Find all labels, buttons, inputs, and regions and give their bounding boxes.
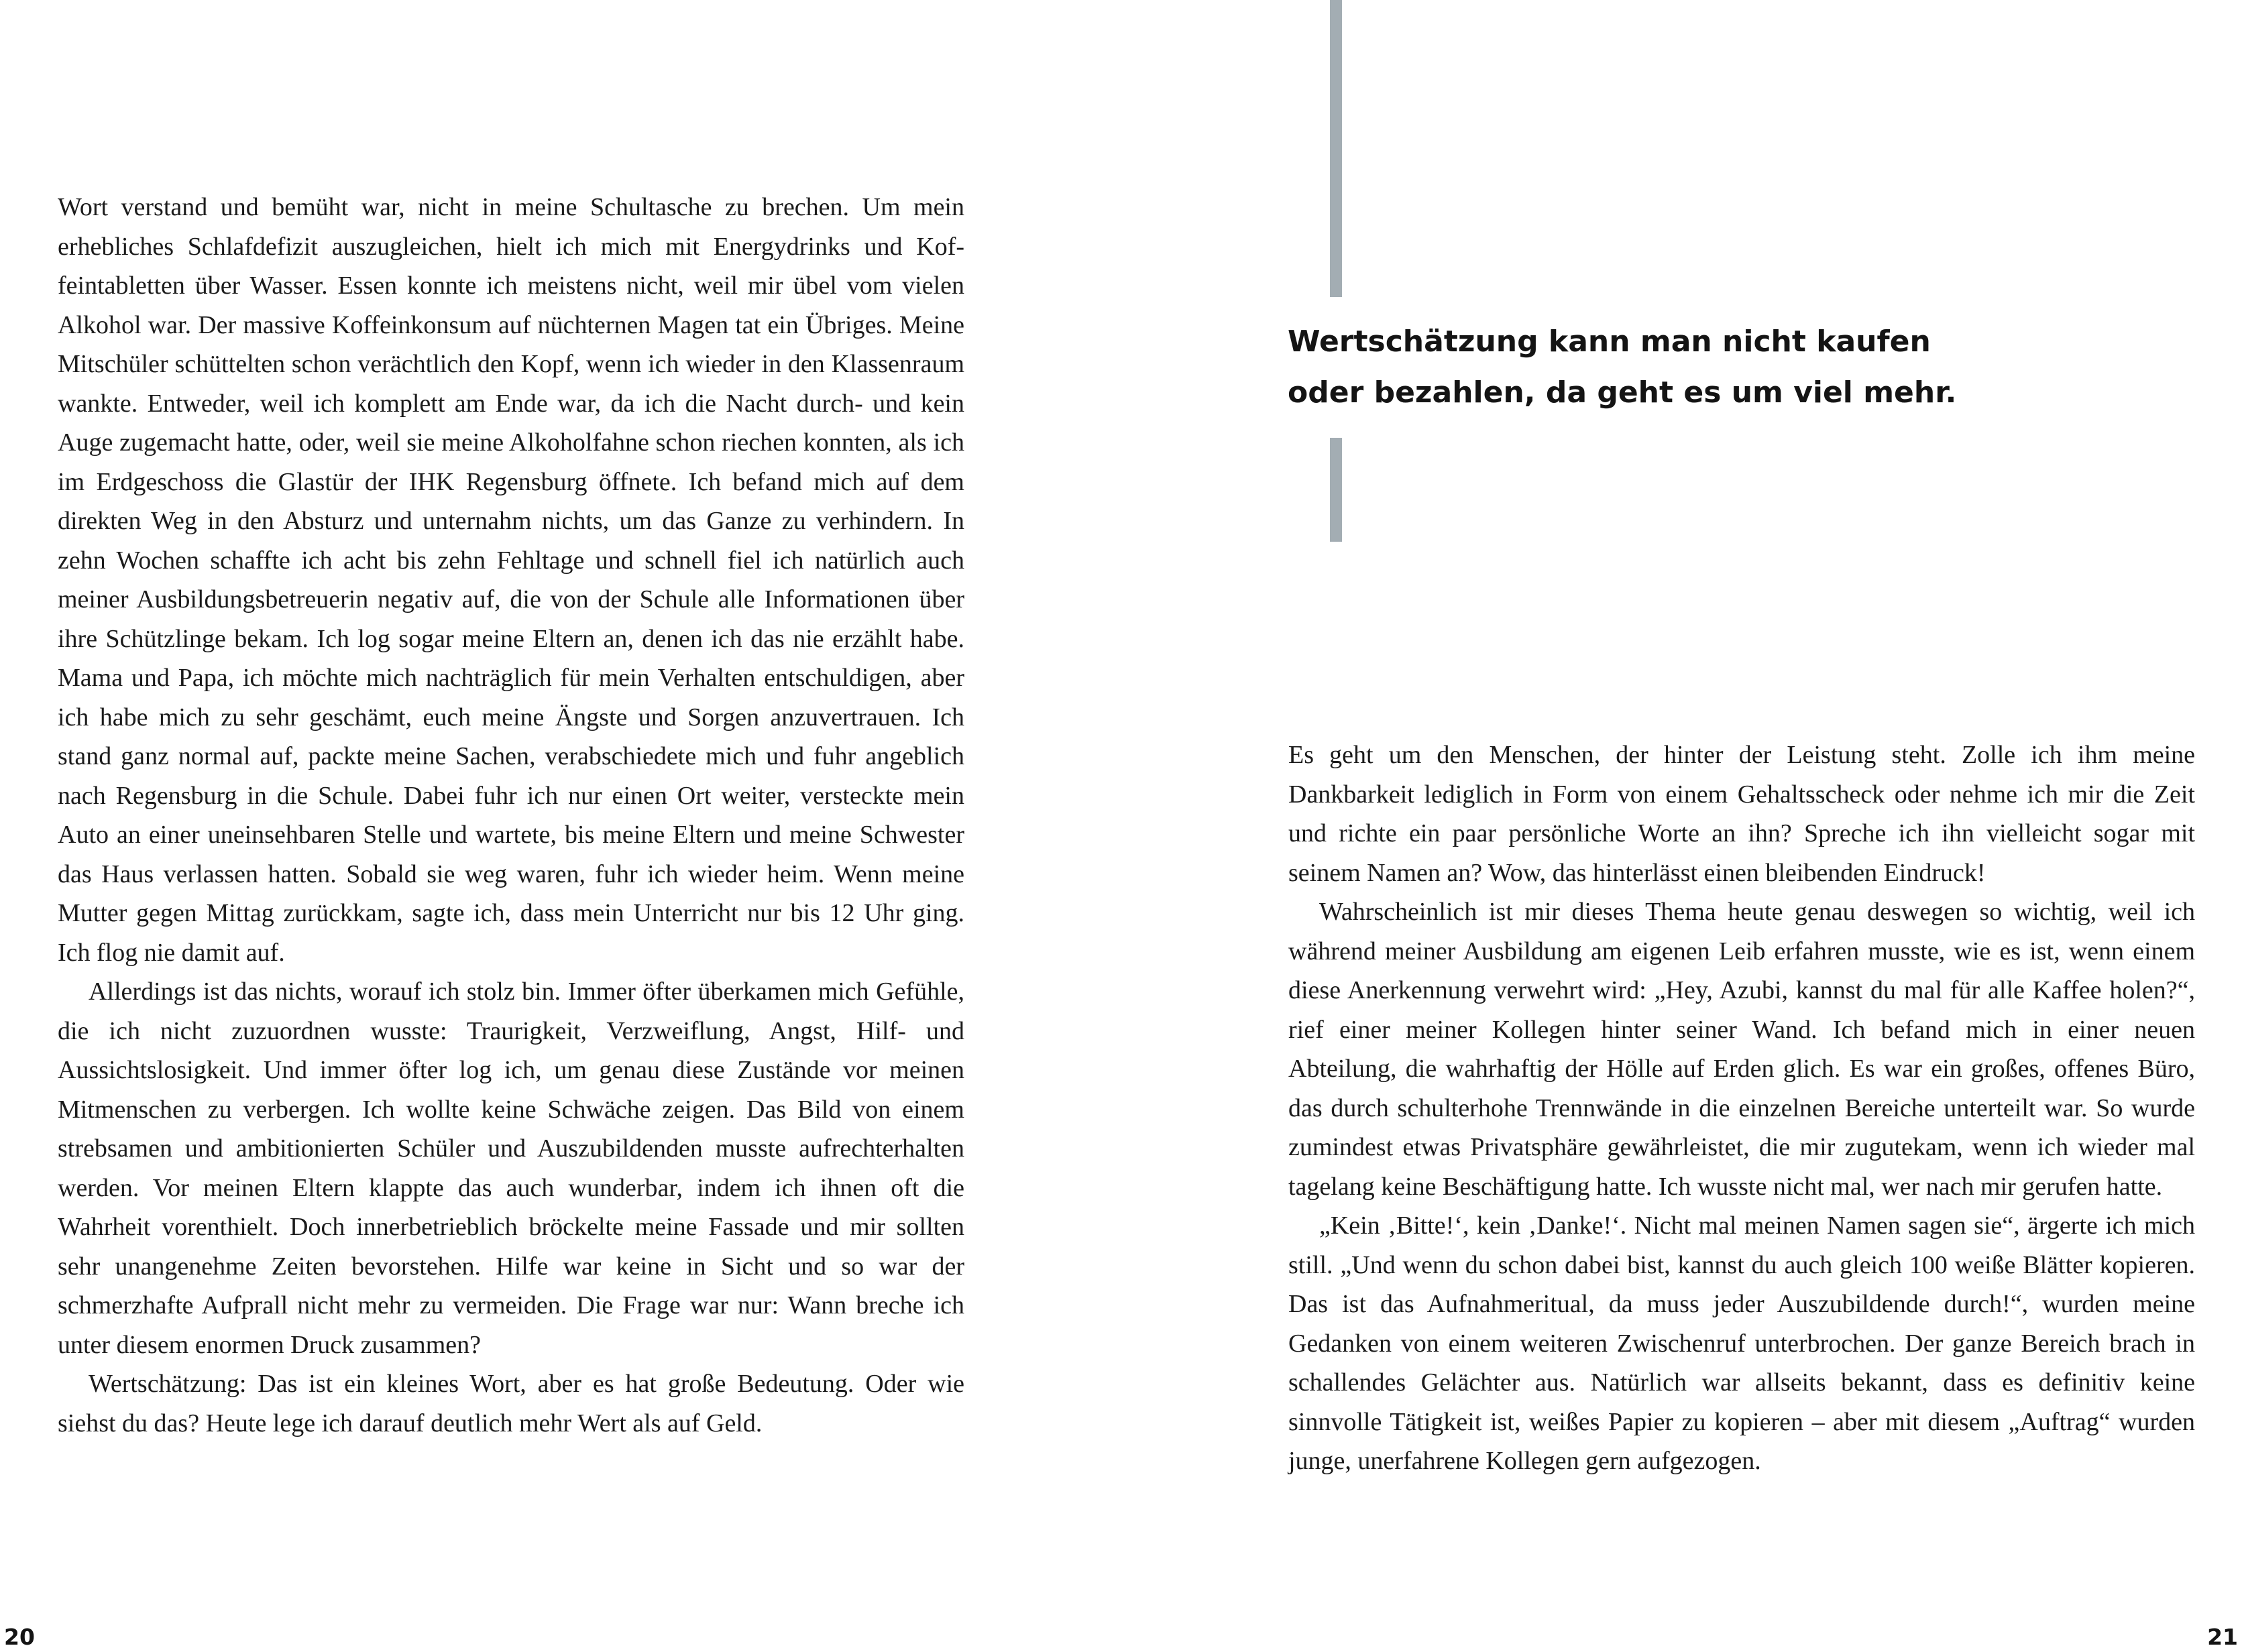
accent-bar-top <box>1330 0 1342 297</box>
right-paragraph-1: Es geht um den Menschen, der hinter der Leistung steht. Zolle ich ihm meine Dankbarkeit lediglich in Form von einem Gehaltsscheck oder nehme ich mir die Zeit und richte ein paar persönliche Worte an ihn? Spreche ich ihn vielleicht sogar mit seinem Namen an? Wow, das hinterlässt einen bleibenden Eindruck! <box>1288 741 2195 887</box>
pull-quote-line-1: Wertschätzung kann man nicht kaufen <box>1288 324 1931 359</box>
left-paragraph-1: Wort verstand und bemüht war, nicht in meine Schultasche zu brechen. Um mein erhebliches Schlafdefizit auszugleichen, hielt ich mich mit Energydrinks und Koffeintabletten über Wasser. Essen konnte ich meistens nicht, weil mir übel vom vielen Alkohol war. Der massive Koffeinkonsum auf nüchternen Magen tat ein Übriges. Meine Mitschüler schüttelten schon verächtlich den Kopf, wenn ich wieder in den Klassenraum wankte. Entweder, weil ich komplett am Ende war, da ich die Nacht durch- und kein Auge zugemacht hatte, oder, weil sie meine Alkoholfahne schon riechen konnten, als ich im Erdgeschoss die Glastür der IHK Regensburg öffnete. Ich befand mich auf dem direkten Weg in den Absturz und unternahm nichts, um das Ganze zu verhindern. In zehn Wochen schaffte ich acht bis zehn Fehltage und schnell fiel ich natürlich auch meiner Ausbildungsbetreuerin negativ auf, die von der Schule alle Informationen über ihre Schützlinge bekam. Ich log sogar meine Eltern an, denen ich das nie erzählt habe. Mama und Papa, ich möchte mich nachträglich für mein Verhalten entschuldigen, aber ich habe mich zu sehr geschämt, euch meine Ängste und Sorgen anzuvertrauen. Ich stand ganz normal auf, packte meine Sachen, verabschiedete mich und fuhr angeblich nach Regensburg in die Schule. Dabei fuhr ich nur einen Ort weiter, versteckte mein Auto an einer uneinsehbaren Stelle und wartete, bis meine Eltern und meine Schwester das Haus verlassen hatten. Sobald sie weg waren, fuhr ich wieder heim. Wenn meine Mutter gegen Mittag zurückkam, sagte ich, dass mein Unterricht nur bis 12 Uhr ging. Ich flog nie damit auf. <box>58 193 964 967</box>
page-number-left: 20 <box>4 1624 35 1650</box>
right-body-text <box>1288 735 2195 1481</box>
pull-quote-line-2: oder bezahlen, da geht es um viel mehr. <box>1288 375 1957 410</box>
accent-bar-bottom <box>1330 438 1342 542</box>
page-number-right: 21 <box>2207 1624 2238 1650</box>
right-paragraph-3: „Kein ‚Bitte!‘, kein ‚Danke!‘. Nicht mal meinen Namen sagen sie“, ärgerte ich mich still. „Und wenn du schon dabei bist, kannst du auch gleich 100 weiße Blätter kopieren. Das ist das Aufnahmeritual, da muss jeder Auszubildende durch!“, wurden meine Gedanken von einem weiteren Zwischenruf unterbrochen. Der ganze Bereich brach in schallendes Gelächter aus. Natürlich war allseits bekannt, dass es definitiv keine sinnvolle Tätigkeit ist, weißes Papier zu kopieren – aber mit diesem „Auftrag“ wurden junge, unerfahrene Kollegen gern aufgezogen. <box>1288 1212 2195 1475</box>
right-paragraph-2: Wahrscheinlich ist mir dieses Thema heute genau deswegen so wichtig, weil ich während meiner Ausbildung am eigenen Leib erfahren musste, wie es ist, wenn einem diese Anerkennung verwehrt wird: „Hey, Azubi, kannst du mal für alle Kaffee holen?“, rief einer meiner Kollegen hinter seiner Wand. Ich befand mich in einer neuen Abteilung, die wahrhaftig der Hölle auf Erden glich. Es war ein großes, offenes Büro, das durch schulterhohe Trennwände in die einzelnen Bereiche unterteilt war. So wurde zumindest etwas Privatsphäre gewährleistet, die mir zugutekam, wenn ich wieder mal tagelang keine Beschäftigung hatte. Ich wusste nicht mal, wer nach mir gerufen hatte. <box>1288 898 2195 1201</box>
left-paragraph-2: Allerdings ist das nichts, worauf ich stolz bin. Immer öfter überkamen mich Gefühle, die ich nicht zuzuordnen wusste: Traurigkeit, Verzweiflung, Angst, Hilf- und Aussichtslosigkeit. Und immer öfter log ich, um genau diese Zustände vor meinen Mitmenschen zu verbergen. Ich wollte keine Schwäche zeigen. Das Bild von einem strebsamen und ambitionierten Schüler und Auszubildenden musste aufrechterhalten werden. Vor meinen Eltern klappte das auch wunderbar, indem ich ihnen oft die Wahrheit vorenthielt. Doch innerbetrieblich bröckelte meine Fassade und mir sollten sehr unangenehme Zeiten bevorstehen. Hilfe war keine in Sicht und so war der schmerzhafte Aufprall nicht mehr zu vermeiden. Die Frage war nur: Wann breche ich unter diesem enormen Druck zusammen? <box>58 978 964 1359</box>
left-body-text <box>58 188 964 1443</box>
left-paragraph-3: Wertschätzung: Das ist ein kleines Wort, aber es hat große Bedeutung. Oder wie siehst du das? Heute lege ich darauf deutlich mehr Wert als auf Geld. <box>58 1370 964 1437</box>
pull-quote <box>1288 316 2059 418</box>
right-page <box>1121 0 2242 1652</box>
